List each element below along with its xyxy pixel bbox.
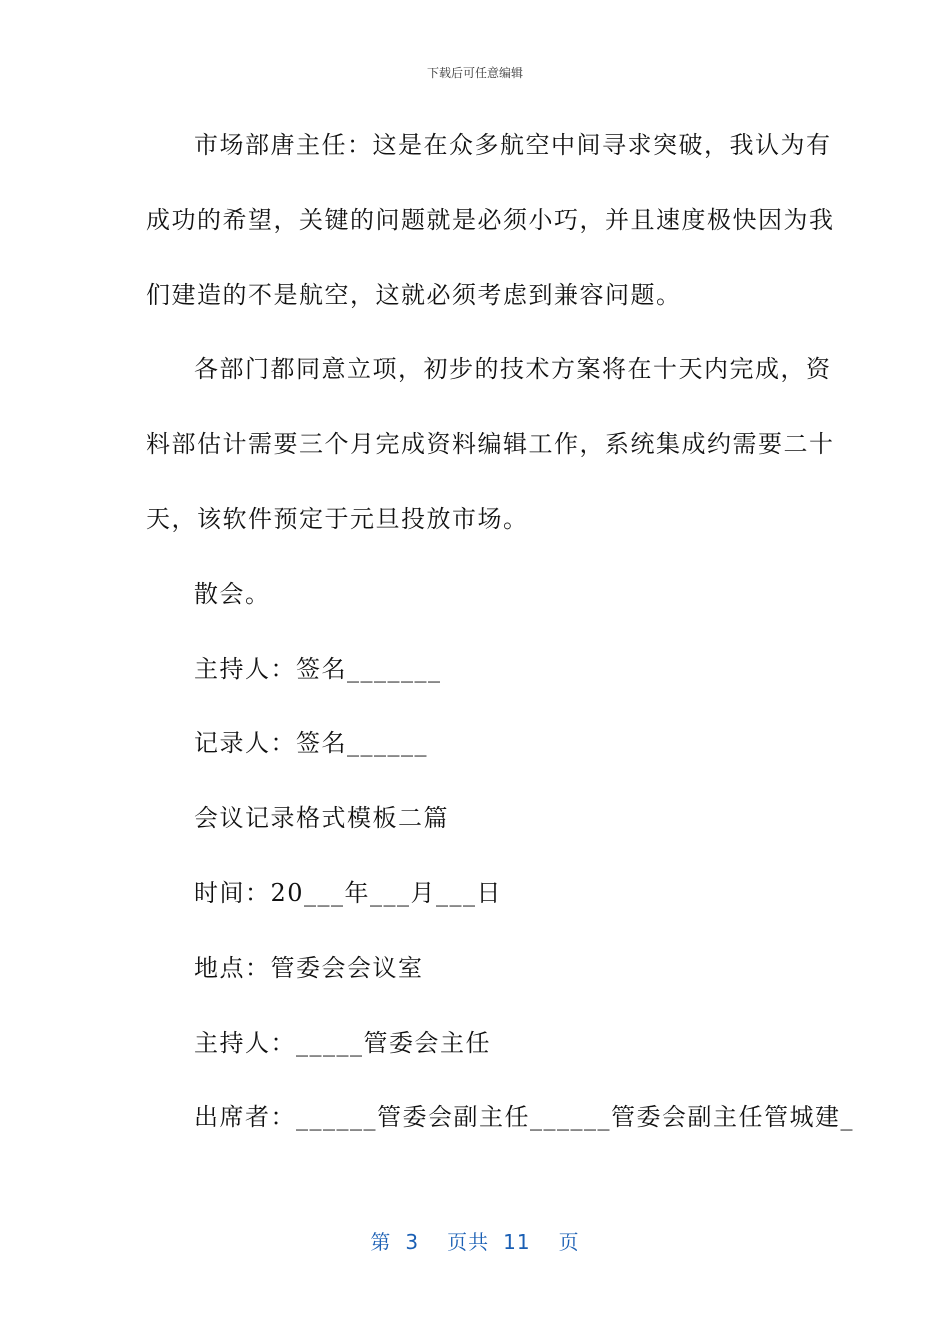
document-body xyxy=(146,124,854,1171)
page-mid: 页共 xyxy=(447,1230,490,1254)
paragraph-line: 天，该软件预定于元旦投放市场。 xyxy=(146,504,529,533)
attendees-line: 出席者：______管委会副主任______管委会副主任管城建_ xyxy=(194,1103,854,1132)
host-signature-line: 主持人：签名_______ xyxy=(194,654,442,683)
paragraph-line: 市场部唐主任：这是在众多航空中间寻求突破，我认为有 xyxy=(194,131,832,159)
paragraph-line: 料部估计需要三个月完成资料编辑工作，系统集成约需要二十 xyxy=(146,430,835,459)
meeting-time-line: 时间：20___年___月___日 xyxy=(194,878,503,907)
paragraph-line: 成功的希望，关键的问题就是必须小巧，并且速度极快因为我 xyxy=(146,205,835,234)
meeting-host-line: 主持人：_____管委会主任 xyxy=(194,1028,491,1057)
page-footer xyxy=(0,1226,950,1255)
meeting-location-line: 地点：管委会会议室 xyxy=(194,953,424,982)
page-total: 11 xyxy=(503,1230,531,1254)
page-prefix: 第 xyxy=(370,1230,392,1254)
paragraph-line: 们建造的不是航空，这就必须考虑到兼容问题。 xyxy=(146,280,682,309)
page-suffix: 页 xyxy=(558,1230,580,1254)
page-number: 3 xyxy=(405,1230,420,1254)
page-header: 下载后可任意编辑 xyxy=(426,66,523,80)
paragraph-line: 散会。 xyxy=(194,579,271,608)
paragraph-line: 各部门都同意立项，初步的技术方案将在十天内完成，资 xyxy=(194,355,832,384)
section-title: 会议记录格式模板二篇 xyxy=(194,804,449,833)
recorder-signature-line: 记录人：签名______ xyxy=(194,729,428,758)
